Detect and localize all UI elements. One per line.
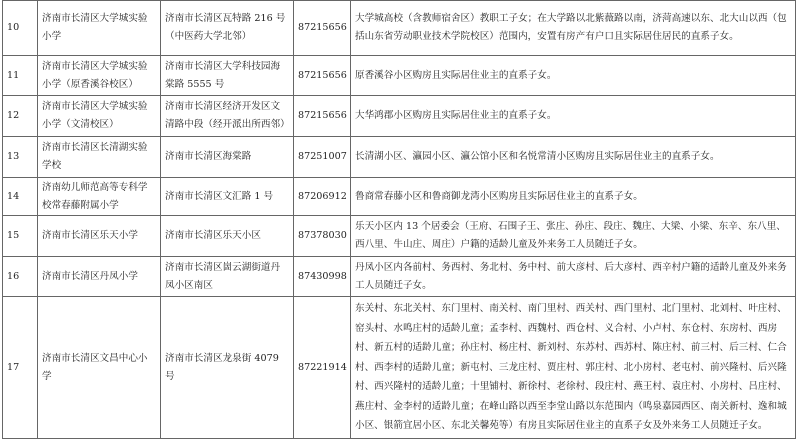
school-name: 济南市长清区乐天小学 <box>38 216 161 257</box>
school-phone: 87215656 <box>294 56 351 96</box>
row-number: 11 <box>3 56 38 96</box>
table-row <box>3 96 796 137</box>
school-address: 济南市长清区海棠路 <box>161 137 294 178</box>
table-row <box>3 297 796 439</box>
school-phone: 87215656 <box>294 1 351 56</box>
school-phone: 87206912 <box>294 178 351 216</box>
row-number: 14 <box>3 178 38 216</box>
enrollment-area: 长清湖小区、瀛园小区、瀛公馆小区和名悦常清小区购房且实际居住业主的直系子女。 <box>351 137 796 178</box>
school-address: 济南市长清区瓦特路 216 号（中医药大学北邻） <box>161 1 294 56</box>
row-number: 10 <box>3 1 38 56</box>
school-name: 济南市长清区大学城实验小学 <box>38 1 161 56</box>
school-address: 济南市长清区文汇路 1 号 <box>161 178 294 216</box>
enrollment-area: 乐天小区内 13 个居委会（王府、石围子王、张庄、孙庄、段庄、魏庄、大梁、小梁、东辛、东八里、西八里、牛山庄、周庄）户籍的适龄儿童及外来务工人员随迁子女。 <box>351 216 796 257</box>
school-address: 济南市长清区大学科技园海棠路 5555 号 <box>161 56 294 96</box>
enrollment-area: 东关村、东北关村、东门里村、南关村、南门里村、西关村、西门里村、北门里村、北刘村、叶庄村、窑头村、水鸣庄村的适龄儿童；孟李村、西魏村、西仓村、义合村、小卢村、东仓村、东房村、西房村、新五村的适龄儿童；孙庄村、杨庄村、新刘村、东苏村、西苏村、陈庄村、前三村、后三村、仁合村、西李村的适龄儿童；新屯村、三龙庄村、贾庄村、郭庄村、北小房村、老屯村、前兴隆村、后兴隆村、西兴隆村的适龄儿童；十里铺村、新徐村、老徐村、段庄村、燕王村、袁庄村、小房村、吕庄村、燕庄村、金李村的适龄儿童；在峰山路以西至李堂山路以东范围内（鸣泉嘉园西区、南关新村、逸和城小区、银箭宜居小区、东北关馨苑等）有房且实际居住业主的直系子女及外来务工人员随迁子女。 <box>351 297 796 439</box>
enrollment-area: 大学城高校（含教师宿舍区）教职工子女；在大学路以北紫薇路以南，济菏高速以东、北大山以西（包括山东省劳动职业技术学院校区）范围内，安置有房产有户口且实际居住居民的直系子女。 <box>351 1 796 56</box>
table-row <box>3 137 796 178</box>
enrollment-area: 鲁商常春藤小区和鲁商御龙湾小区购房且实际居住业主的直系子女。 <box>351 178 796 216</box>
row-number: 15 <box>3 216 38 257</box>
school-phone: 87251007 <box>294 137 351 178</box>
enrollment-area: 大华鸿郡小区购房且实际居住业主的直系子女。 <box>351 96 796 137</box>
school-phone: 87215656 <box>294 96 351 137</box>
table-row <box>3 1 796 56</box>
school-address: 济南市长清区经济开发区文清路中段（经开派出所西邻） <box>161 96 294 137</box>
school-name: 济南市长清区丹凤小学 <box>38 257 161 297</box>
enrollment-area: 丹凤小区内各前村、务西村、务北村、务中村、前大彦村、后大彦村、西辛村户籍的适龄儿童及外来务工人员随迁子女。 <box>351 257 796 297</box>
school-phone: 87430998 <box>294 257 351 297</box>
enrollment-area: 原香溪谷小区购房且实际居住业主的直系子女。 <box>351 56 796 96</box>
table-row <box>3 56 796 96</box>
school-address: 济南市长清区乐天小区 <box>161 216 294 257</box>
school-name: 济南市长清区大学城实验小学（文清校区） <box>38 96 161 137</box>
table-row <box>3 178 796 216</box>
school-name: 济南市长清区文昌中心小学 <box>38 297 161 439</box>
table-row <box>3 216 796 257</box>
school-address: 济南市长清区崮云湖街道丹凤小区南区 <box>161 257 294 297</box>
school-address: 济南市长清区龙泉街 4079 号 <box>161 297 294 439</box>
school-name: 济南市长清区长清湖实验学校 <box>38 137 161 178</box>
row-number: 17 <box>3 297 38 439</box>
school-name: 济南市长清区大学城实验小学（原香溪谷校区） <box>38 56 161 96</box>
school-phone: 87221914 <box>294 297 351 439</box>
district-enrollment-table <box>2 0 796 439</box>
row-number: 13 <box>3 137 38 178</box>
school-name: 济南幼儿师范高等专科学校常春藤附属小学 <box>38 178 161 216</box>
row-number: 16 <box>3 257 38 297</box>
school-phone: 87378030 <box>294 216 351 257</box>
row-number: 12 <box>3 96 38 137</box>
table-row <box>3 257 796 297</box>
